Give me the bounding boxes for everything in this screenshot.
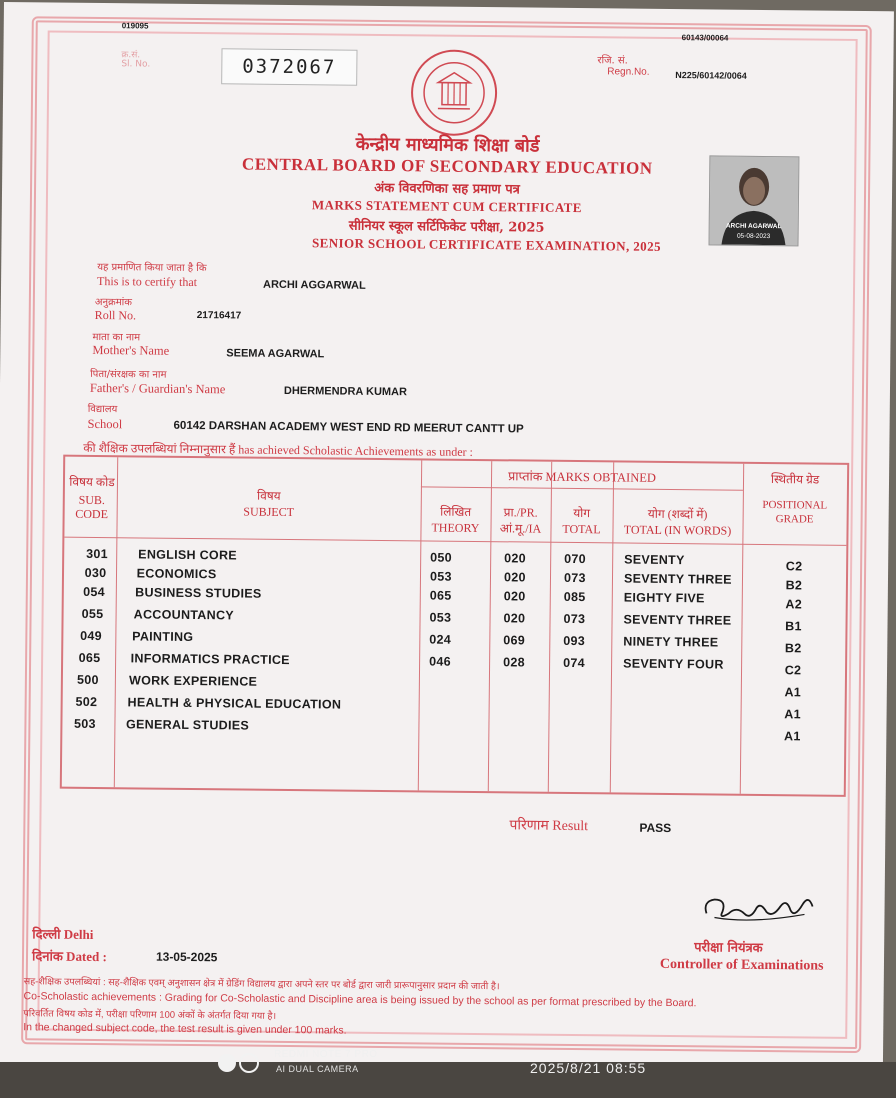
cell-words: EIGHTY FIVE xyxy=(623,590,705,606)
roll-number: 21716417 xyxy=(196,310,242,322)
father-name: DHERMENDRA KUMAR xyxy=(283,384,408,399)
cell-grade: C2 xyxy=(784,663,802,678)
camera-watermark-logo xyxy=(216,1052,266,1078)
cell-code: 030 xyxy=(84,565,107,581)
mother-name: SEEMA AGARWAL xyxy=(226,347,325,361)
regn-label-hindi: रजि. सं. xyxy=(597,55,628,67)
regn-number: N225/60142/0064 xyxy=(675,70,747,81)
cell-total: 073 xyxy=(563,570,586,586)
cell-theory: 046 xyxy=(429,654,451,669)
cell-code: 055 xyxy=(81,606,104,622)
header-code: SUB. CODE xyxy=(75,492,109,522)
cell-total: 093 xyxy=(563,633,586,649)
header-theory-hindi: लिखित xyxy=(440,504,472,519)
result-value: PASS xyxy=(639,820,672,836)
sl-no-label: Sl. No. xyxy=(121,59,151,70)
cell-theory: 050 xyxy=(430,550,453,565)
header-total: TOTAL xyxy=(562,521,601,537)
cell-subject: ECONOMICS xyxy=(136,566,217,582)
photo-date-caption: 05-08-2023 xyxy=(736,232,771,241)
header-subject-hindi: विषय xyxy=(256,488,281,503)
header-grade-hindi: स्थितीय ग्रेड xyxy=(770,472,820,487)
camera-model: REDMI NOTE 7 PRO xyxy=(274,1049,378,1060)
sl-no-label-hindi: क्र.सं. xyxy=(121,50,141,61)
cell-pr: 028 xyxy=(503,655,525,670)
school-label-hindi: विद्यालय xyxy=(87,403,118,416)
cbse-emblem xyxy=(408,46,501,139)
achievement-intro: की शैक्षिक उपलब्धियां निम्नानुसार हैं has achieved Scholastic Achievements as under : xyxy=(83,440,473,459)
cell-theory: 024 xyxy=(429,632,452,647)
cell-grade: A2 xyxy=(785,597,803,612)
board-name-hindi: केन्द्रीय माध्यमिक शिक्षा बोर्ड xyxy=(355,133,540,157)
header-subject: SUBJECT xyxy=(243,504,295,520)
cell-subject: ENGLISH CORE xyxy=(138,547,238,563)
board-name: CENTRAL BOARD OF SECONDARY EDUCATION xyxy=(241,154,653,178)
controller-title-hindi: परीक्षा नियंत्रक xyxy=(694,940,763,956)
cell-pr: 020 xyxy=(503,589,526,604)
footnote-english-1: Co-Scholastic achievements : Grading for Co-Scholastic and Discipline area is being issued by the school as per format prescribed by the Board. xyxy=(23,990,697,1010)
header-theory: THEORY xyxy=(431,520,480,536)
cell-words: SEVENTY THREE xyxy=(623,612,732,628)
camera-timestamp: 2025/8/21 08:55 xyxy=(530,1060,647,1076)
result-label: परिणाम Result xyxy=(509,818,589,835)
issue-date: 13-05-2025 xyxy=(155,949,218,965)
cell-grade: B2 xyxy=(784,641,802,656)
cell-theory xyxy=(428,720,478,721)
header-words-hindi: योग (शब्दों में) xyxy=(647,506,708,522)
cell-code: 065 xyxy=(78,650,101,666)
school-name: 60142 DARSHAN ACADEMY WEST END RD MEERUT CANTT UP xyxy=(173,419,524,436)
cell-words xyxy=(623,701,741,702)
certificate-number: 0372067 xyxy=(221,48,357,85)
student-photo xyxy=(708,155,799,246)
cell-subject: HEALTH & PHYSICAL EDUCATION xyxy=(127,695,342,712)
cell-subject: PAINTING xyxy=(132,629,194,645)
school-label: School xyxy=(87,416,123,432)
cell-subject: ACCOUNTANCY xyxy=(133,607,235,623)
header-marks-obtained: प्राप्तांक MARKS OBTAINED xyxy=(508,469,657,485)
cell-words: NINETY THREE xyxy=(623,634,719,650)
father-label: Father's / Guardian's Name xyxy=(89,380,226,397)
cell-grade: A1 xyxy=(784,707,801,722)
right-serial: 60143/00064 xyxy=(681,33,729,43)
cell-pr: 020 xyxy=(503,570,526,585)
date-label: दिनांक Dated : xyxy=(31,948,107,965)
cell-pr: 020 xyxy=(503,611,526,626)
table-surface xyxy=(0,1062,896,1098)
cell-words: SEVENTY THREE xyxy=(623,571,732,587)
left-serial: 019095 xyxy=(121,21,149,31)
regn-label: Regn.No. xyxy=(607,66,650,78)
footnote-hindi-2: परिवर्तित विषय कोड में, परीक्षा परिणाम 100 अंकों के अंतर्गत दिया गया है। xyxy=(23,1008,277,1022)
certify-label: This is to certify that xyxy=(97,273,198,290)
exam-title: SENIOR SCHOOL CERTIFICATE EXAMINATION, 2025 xyxy=(311,235,662,254)
cell-subject: BUSINESS STUDIES xyxy=(135,585,262,601)
cell-grade: A1 xyxy=(784,685,802,700)
header-practical-hindi: प्रा./PR. xyxy=(503,505,538,520)
header-code-hindi: विषय कोड xyxy=(69,474,115,490)
header-grade: POSITIONAL GRADE xyxy=(762,498,828,526)
mother-label-hindi: माता का नाम xyxy=(92,331,141,344)
header-total-hindi: योग xyxy=(573,505,591,521)
cell-theory: 053 xyxy=(429,569,452,584)
controller-signature xyxy=(700,883,820,932)
cell-subject: WORK EXPERIENCE xyxy=(129,673,258,689)
cell-pr: 020 xyxy=(504,551,527,566)
controller-title: Controller of Examinations xyxy=(659,956,824,974)
cell-pr: 069 xyxy=(503,633,526,648)
cell-words: SEVENTY xyxy=(624,552,685,568)
cell-total: 085 xyxy=(563,589,586,605)
cell-code: 054 xyxy=(83,584,106,600)
cell-grade: B1 xyxy=(785,619,802,634)
cell-grade: C2 xyxy=(785,559,803,574)
cell-words xyxy=(623,679,741,680)
cell-subject: GENERAL STUDIES xyxy=(125,717,250,733)
father-label-hindi: पिता/संरक्षक का नाम xyxy=(90,368,167,381)
cell-words: SEVENTY FOUR xyxy=(623,656,724,672)
marks-table xyxy=(60,455,849,797)
camera-lens: AI DUAL CAMERA xyxy=(276,1064,359,1074)
student-name: ARCHI AGGARWAL xyxy=(262,278,366,292)
cell-theory: 053 xyxy=(429,610,452,625)
cell-total: 074 xyxy=(563,655,585,671)
cell-grade: A1 xyxy=(783,729,801,744)
cell-code: 049 xyxy=(80,628,103,644)
footnote-hindi-1: सह-शैक्षिक उपलब्धियां : सह-शैक्षिक एवम् अनुशासन क्षेत्र में ग्रेडिंग विद्यालय द्वारा अपने स्तर पर बोर्ड द्वारा जारी प्रारूपानुसार प्रदान की जाती है। xyxy=(23,976,500,993)
exam-title-hindi: सीनियर स्कूल सर्टिफिकेट परीक्षा, 2025 xyxy=(348,218,545,236)
cell-total: 070 xyxy=(564,551,587,567)
photo-name-caption: ARCHI AGARWAL xyxy=(725,222,782,231)
cell-words xyxy=(622,723,740,724)
place: दिल्ली Delhi xyxy=(32,926,94,942)
cell-theory: 065 xyxy=(429,588,452,603)
cell-code: 503 xyxy=(73,716,96,732)
roll-label: Roll No. xyxy=(94,307,137,323)
cell-code: 502 xyxy=(75,694,98,710)
header-practical: आं.मू./IA xyxy=(499,521,542,536)
cell-theory xyxy=(429,698,479,699)
cell-theory xyxy=(429,676,479,677)
cell-total: 073 xyxy=(563,611,586,627)
document-title: MARKS STATEMENT CUM CERTIFICATE xyxy=(311,197,582,216)
certify-label-hindi: यह प्रमाणित किया जाता है कि xyxy=(97,261,207,275)
cell-subject: INFORMATICS PRACTICE xyxy=(130,651,290,668)
footnote-english-2: In the changed subject code, the test result is given under 100 marks. xyxy=(23,1021,347,1037)
cell-grade: B2 xyxy=(785,578,803,593)
certificate-paper xyxy=(0,2,894,1071)
cell-code: 301 xyxy=(86,546,109,562)
mother-label: Mother's Name xyxy=(92,342,170,358)
header-words: TOTAL (IN WORDS) xyxy=(623,522,732,538)
cell-code: 500 xyxy=(77,672,99,688)
roll-label-hindi: अनुक्रमांक xyxy=(94,296,133,309)
document-title-hindi: अंक विवरणिका सह प्रमाण पत्र xyxy=(374,180,520,198)
